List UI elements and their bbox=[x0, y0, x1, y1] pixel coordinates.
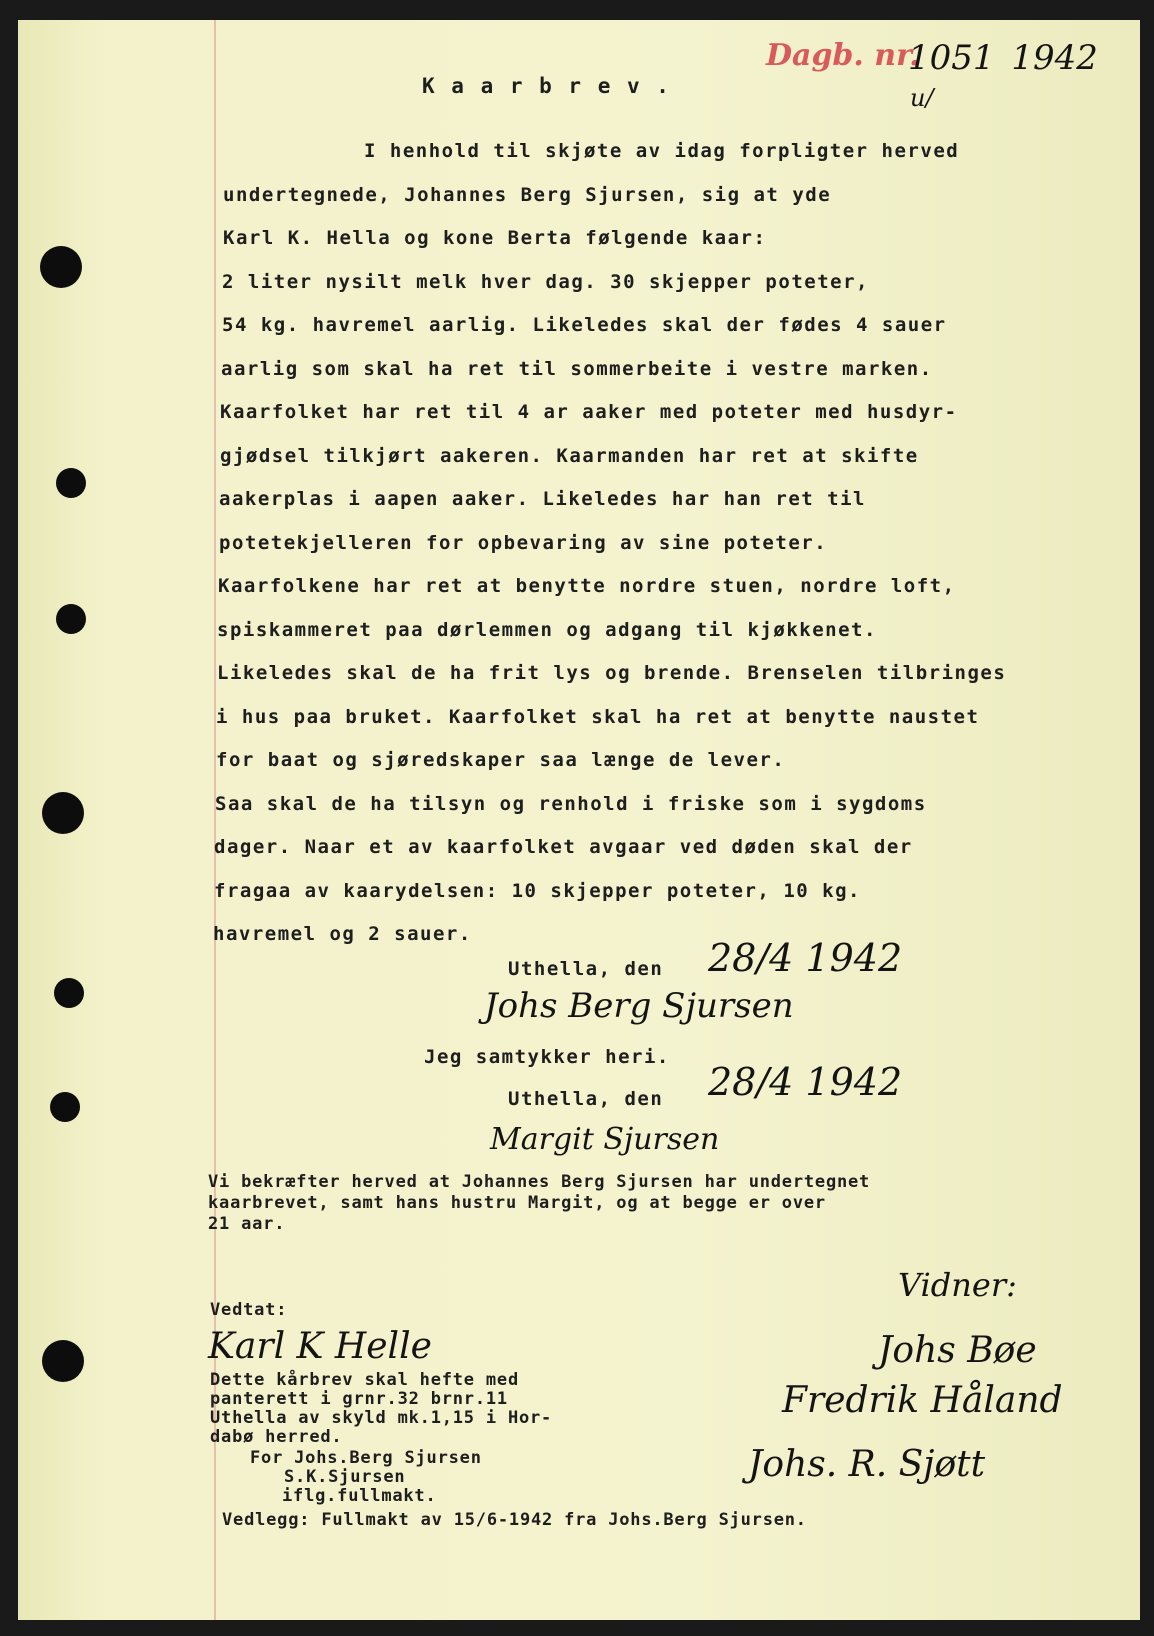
punch-hole bbox=[56, 604, 86, 634]
proxy-line: For Johs.Berg Sjursen bbox=[250, 1448, 482, 1468]
witness-2: Fredrik Håland bbox=[782, 1380, 1063, 1421]
signature-margit-sjursen: Margit Sjursen bbox=[490, 1122, 720, 1157]
place-label-1: Uthella, den bbox=[508, 958, 664, 980]
year-text: 1942 bbox=[1011, 38, 1098, 78]
confirmation-line: kaarbrevet, samt hans hustru Margit, og at begge er over bbox=[208, 1193, 826, 1213]
body-line: 2 liter nysilt melk hver dag. 30 skjepper poteter, bbox=[222, 270, 869, 293]
punch-hole bbox=[56, 468, 86, 498]
body-line: Saa skal de ha tilsyn og renhold i friske som i sygdoms bbox=[215, 792, 927, 815]
body-line: 54 kg. havremel aarlig. Likeledes skal der fødes 4 sauer bbox=[222, 314, 947, 336]
body-line: fragaa av kaarydelsen: 10 skjepper poteter, 10 kg. bbox=[214, 879, 861, 902]
stamp-label: Dagb. nr. bbox=[766, 38, 920, 73]
attachment-text: Vedlegg: Fullmakt av 15/6-1942 fra Johs.Berg Sjursen. bbox=[222, 1510, 807, 1530]
punch-hole bbox=[42, 792, 84, 834]
consent-text: Jeg samtykker heri. bbox=[424, 1046, 670, 1068]
body-line: aakerplas i aapen aaker. Likeledes har han ret til bbox=[219, 488, 866, 510]
confirmation-line: 21 aar. bbox=[208, 1214, 286, 1234]
journal-stamp bbox=[766, 38, 920, 73]
punch-hole bbox=[50, 1092, 80, 1122]
place-label-2: Uthella, den bbox=[508, 1088, 664, 1110]
body-line: gjødsel tilkjørt aakeren. Kaarmanden har ret at skifte bbox=[220, 444, 919, 467]
witness-3: Johs. R. Sjøtt bbox=[748, 1444, 986, 1485]
proxy-line: iflg.fullmakt. bbox=[282, 1486, 437, 1506]
body-line: Karl K. Hella og kone Berta følgende kaar: bbox=[223, 227, 767, 249]
registration-line: Dette kårbrev skal hefte med bbox=[210, 1370, 519, 1390]
punch-hole bbox=[40, 246, 82, 288]
body-line: undertegnede, Johannes Berg Sjursen, sig at yde bbox=[223, 183, 832, 206]
journal-number bbox=[908, 38, 1098, 78]
body-line: aarlig som skal ha ret til sommerbeite i vestre marken. bbox=[221, 357, 933, 380]
date-2: 28/4 1942 bbox=[708, 1060, 903, 1104]
punch-hole bbox=[42, 1340, 84, 1382]
vedtat-label: Vedtat: bbox=[210, 1300, 288, 1320]
registration-line: panterett i grnr.32 brnr.11 bbox=[210, 1389, 508, 1409]
body-line: Likeledes skal de ha frit lys og brende. Brenselen tilbringes bbox=[217, 662, 1007, 684]
body-line: I henhold til skjøte av idag forpligter herved bbox=[364, 140, 960, 162]
punch-hole bbox=[54, 978, 84, 1008]
witness-label: Vidner: bbox=[898, 1266, 1017, 1304]
witness-1: Johs Bøe bbox=[878, 1330, 1037, 1371]
body-line: Kaarfolkene har ret at benytte nordre stuen, nordre loft, bbox=[218, 575, 956, 597]
body-line: potetekjelleren for opbevaring av sine poteter. bbox=[219, 531, 828, 554]
document-page bbox=[18, 20, 1140, 1620]
signature-johs-berg-sjursen: Johs Berg Sjursen bbox=[484, 986, 794, 1026]
document-title: K a a r b r e v . bbox=[422, 74, 671, 98]
body-line: spiskammeret paa dørlemmen og adgang til kjøkkenet. bbox=[217, 618, 877, 641]
date-1: 28/4 1942 bbox=[708, 936, 903, 980]
body-line: Kaarfolket har ret til 4 ar aaker med poteter med husdyr- bbox=[220, 401, 958, 423]
signature-karl-k-helle: Karl K Helle bbox=[208, 1326, 432, 1367]
proxy-line: S.K.Sjursen bbox=[284, 1467, 406, 1487]
journal-mark: u/ bbox=[910, 84, 934, 112]
body-line: dager. Naar et av kaarfolket avgaar ved døden skal der bbox=[214, 836, 913, 858]
confirmation-line: Vi bekræfter herved at Johannes Berg Sjursen har undertegnet bbox=[208, 1172, 871, 1192]
registration-line: Uthella av skyld mk.1,15 i Hor- bbox=[210, 1408, 553, 1428]
body-line: i hus paa bruket. Kaarfolket skal ha ret at benytte naustet bbox=[216, 705, 980, 728]
body-line: for baat og sjøredskaper saa længe de lever. bbox=[216, 749, 786, 771]
registration-line: dabø herred. bbox=[210, 1427, 343, 1447]
body-line: havremel og 2 sauer. bbox=[213, 923, 472, 945]
number-text: 1051 bbox=[908, 38, 995, 78]
